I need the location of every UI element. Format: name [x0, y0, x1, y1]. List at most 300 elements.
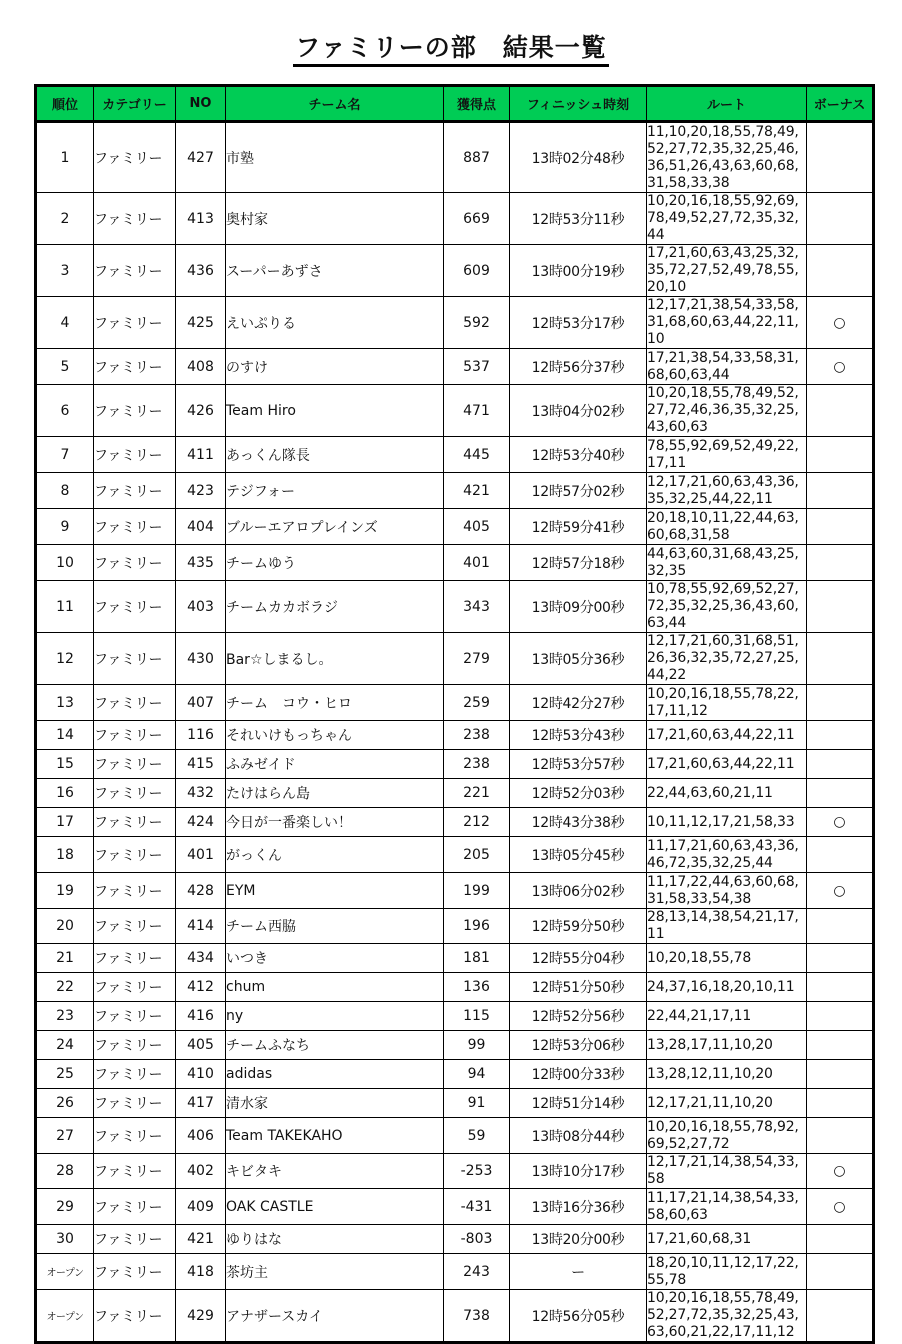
finish-time-cell: 12時51分50秒 [510, 973, 647, 1002]
route-cell: 20,18,10,11,22,44,63,60,68,31,58 [647, 509, 807, 545]
rank-cell: 29 [36, 1189, 94, 1225]
category-cell: ファミリー [94, 1089, 176, 1118]
category-cell: ファミリー [94, 122, 176, 193]
category-cell: ファミリー [94, 245, 176, 297]
route-cell: 17,21,60,63,44,22,11 [647, 721, 807, 750]
bonus-cell: ○ [807, 297, 874, 349]
finish-time-cell: 13時08分44秒 [510, 1118, 647, 1154]
category-cell: ファミリー [94, 633, 176, 685]
category-cell: ファミリー [94, 545, 176, 581]
score-cell: 94 [444, 1060, 510, 1089]
category-cell: ファミリー [94, 1254, 176, 1290]
route-cell: 28,13,14,38,54,21,17,11 [647, 909, 807, 944]
route-cell: 17,21,60,63,44,22,11 [647, 750, 807, 779]
score-cell: 243 [444, 1254, 510, 1290]
category-cell: ファミリー [94, 297, 176, 349]
table-row [36, 545, 874, 581]
rank-cell: 27 [36, 1118, 94, 1154]
team-name-cell: のすけ [226, 349, 444, 385]
number-cell: 410 [176, 1060, 226, 1089]
rank-cell: 23 [36, 1002, 94, 1031]
finish-time-cell: 12時51分14秒 [510, 1089, 647, 1118]
route-cell: 11,17,21,14,38,54,33,58,60,63 [647, 1189, 807, 1225]
team-name-cell: チーム西脇 [226, 909, 444, 944]
route-cell: 11,17,22,44,63,60,68,31,58,33,54,38 [647, 873, 807, 909]
score-cell: 238 [444, 721, 510, 750]
route-cell: 12,17,21,14,38,54,33,58 [647, 1154, 807, 1189]
bonus-cell [807, 245, 874, 297]
team-name-cell: 清水家 [226, 1089, 444, 1118]
rank-cell: 14 [36, 721, 94, 750]
table-row [36, 349, 874, 385]
rank-cell: 9 [36, 509, 94, 545]
route-cell: 10,20,16,18,55,78,49,52,27,72,35,32,25,43,63,60,21,22,17,11,12 [647, 1290, 807, 1343]
finish-time-cell: 12時59分50秒 [510, 909, 647, 944]
table-body [36, 122, 874, 1343]
page-title [0, 28, 902, 68]
bonus-cell [807, 1225, 874, 1254]
finish-time-cell: 12時00分33秒 [510, 1060, 647, 1089]
bonus-cell: ○ [807, 349, 874, 385]
finish-time-cell: 12時53分43秒 [510, 721, 647, 750]
table-row [36, 245, 874, 297]
bonus-cell [807, 581, 874, 633]
number-cell: 432 [176, 779, 226, 808]
route-cell: 12,17,21,60,63,43,36,35,32,25,44,22,11 [647, 473, 807, 509]
team-name-cell: adidas [226, 1060, 444, 1089]
rank-cell: 28 [36, 1154, 94, 1189]
route-cell: 18,20,10,11,12,17,22,55,78 [647, 1254, 807, 1290]
bonus-cell [807, 473, 874, 509]
route-cell: 12,17,21,38,54,33,58,31,68,60,63,44,22,11,10 [647, 297, 807, 349]
table-row [36, 1290, 874, 1343]
bonus-cell [807, 1118, 874, 1154]
category-cell: ファミリー [94, 779, 176, 808]
score-cell: 221 [444, 779, 510, 808]
header-team: チーム名 [226, 86, 444, 122]
category-cell: ファミリー [94, 193, 176, 245]
number-cell: 406 [176, 1118, 226, 1154]
score-cell: 405 [444, 509, 510, 545]
score-cell: 136 [444, 973, 510, 1002]
route-cell: 17,21,60,63,43,25,32,35,72,27,52,49,78,55,20,10 [647, 245, 807, 297]
rank-cell: 2 [36, 193, 94, 245]
rank-cell: 22 [36, 973, 94, 1002]
number-cell: 403 [176, 581, 226, 633]
bonus-cell: ○ [807, 1189, 874, 1225]
table-row [36, 509, 874, 545]
header-score: 獲得点 [444, 86, 510, 122]
table-row [36, 1154, 874, 1189]
finish-time-cell: 12時57分18秒 [510, 545, 647, 581]
rank-cell: 18 [36, 837, 94, 873]
team-name-cell: それいけもっちゃん [226, 721, 444, 750]
score-cell: 205 [444, 837, 510, 873]
score-cell: -253 [444, 1154, 510, 1189]
rank-cell: 26 [36, 1089, 94, 1118]
score-cell: 421 [444, 473, 510, 509]
score-cell: 181 [444, 944, 510, 973]
rank-cell: オープン [36, 1254, 94, 1290]
number-cell: 405 [176, 1031, 226, 1060]
category-cell: ファミリー [94, 873, 176, 909]
number-cell: 408 [176, 349, 226, 385]
number-cell: 418 [176, 1254, 226, 1290]
finish-time-cell: 12時55分04秒 [510, 944, 647, 973]
route-cell: 11,17,21,60,63,43,36,46,72,35,32,25,44 [647, 837, 807, 873]
number-cell: 116 [176, 721, 226, 750]
score-cell: 537 [444, 349, 510, 385]
category-cell: ファミリー [94, 473, 176, 509]
route-cell: 10,20,18,55,78 [647, 944, 807, 973]
rank-cell: 4 [36, 297, 94, 349]
number-cell: 407 [176, 685, 226, 721]
table-row [36, 721, 874, 750]
table-row [36, 1189, 874, 1225]
bonus-cell [807, 193, 874, 245]
table-row [36, 1254, 874, 1290]
bonus-cell [807, 385, 874, 437]
category-cell: ファミリー [94, 1154, 176, 1189]
finish-time-cell: 12時53分06秒 [510, 1031, 647, 1060]
team-name-cell: ふみゼイド [226, 750, 444, 779]
score-cell: 238 [444, 750, 510, 779]
number-cell: 411 [176, 437, 226, 473]
rank-cell: 16 [36, 779, 94, 808]
bonus-cell [807, 122, 874, 193]
score-cell: 212 [444, 808, 510, 837]
route-cell: 10,20,16,18,55,78,22,17,11,12 [647, 685, 807, 721]
number-cell: 414 [176, 909, 226, 944]
finish-time-cell: 13時02分48秒 [510, 122, 647, 193]
team-name-cell: OAK CASTLE [226, 1189, 444, 1225]
team-name-cell: Team Hiro [226, 385, 444, 437]
rank-cell: 3 [36, 245, 94, 297]
table-row [36, 1118, 874, 1154]
rank-cell: 19 [36, 873, 94, 909]
finish-time-cell: 12時52分03秒 [510, 779, 647, 808]
bonus-cell [807, 509, 874, 545]
score-cell: 738 [444, 1290, 510, 1343]
bonus-cell [807, 779, 874, 808]
team-name-cell: スーパーあずさ [226, 245, 444, 297]
route-cell: 11,10,20,18,55,78,49,52,27,72,35,32,25,46,36,51,26,43,63,60,68,31,58,33,38 [647, 122, 807, 193]
number-cell: 404 [176, 509, 226, 545]
team-name-cell: 今日が一番楽しい！ [226, 808, 444, 837]
score-cell: 196 [444, 909, 510, 944]
route-cell: 44,63,60,31,68,43,25,32,35 [647, 545, 807, 581]
table-row [36, 779, 874, 808]
rank-cell: 25 [36, 1060, 94, 1089]
finish-time-cell: 13時04分02秒 [510, 385, 647, 437]
route-cell: 24,37,16,18,20,10,11 [647, 973, 807, 1002]
route-cell: 17,21,60,68,31 [647, 1225, 807, 1254]
category-cell: ファミリー [94, 1060, 176, 1089]
number-cell: 412 [176, 973, 226, 1002]
number-cell: 436 [176, 245, 226, 297]
finish-time-cell: 12時53分40秒 [510, 437, 647, 473]
team-name-cell: ゆりはな [226, 1225, 444, 1254]
number-cell: 423 [176, 473, 226, 509]
bonus-cell [807, 1254, 874, 1290]
route-cell: 13,28,17,11,10,20 [647, 1031, 807, 1060]
finish-time-cell: 12時43分38秒 [510, 808, 647, 837]
rank-cell: 6 [36, 385, 94, 437]
route-cell: 13,28,12,11,10,20 [647, 1060, 807, 1089]
team-name-cell: 茶坊主 [226, 1254, 444, 1290]
number-cell: 409 [176, 1189, 226, 1225]
score-cell: 343 [444, 581, 510, 633]
score-cell: -803 [444, 1225, 510, 1254]
header-category: カテゴリー [94, 86, 176, 122]
rank-cell: 21 [36, 944, 94, 973]
table-row [36, 873, 874, 909]
number-cell: 435 [176, 545, 226, 581]
route-cell: 10,78,55,92,69,52,27,72,35,32,25,36,43,60,63,44 [647, 581, 807, 633]
team-name-cell: あっくん隊長 [226, 437, 444, 473]
table-row [36, 837, 874, 873]
score-cell: 99 [444, 1031, 510, 1060]
finish-time-cell: 12時56分37秒 [510, 349, 647, 385]
rank-cell: 24 [36, 1031, 94, 1060]
bonus-cell [807, 721, 874, 750]
category-cell: ファミリー [94, 1002, 176, 1031]
score-cell: 609 [444, 245, 510, 297]
finish-time-cell: 12時42分27秒 [510, 685, 647, 721]
rank-cell: 12 [36, 633, 94, 685]
score-cell: 669 [444, 193, 510, 245]
rank-cell: 17 [36, 808, 94, 837]
number-cell: 415 [176, 750, 226, 779]
team-name-cell: チーム コウ・ヒロ [226, 685, 444, 721]
category-cell: ファミリー [94, 973, 176, 1002]
results-table [34, 84, 875, 1344]
table-row [36, 685, 874, 721]
number-cell: 413 [176, 193, 226, 245]
route-cell: 10,20,16,18,55,92,69,78,49,52,27,72,35,32,44 [647, 193, 807, 245]
team-name-cell: 奥村家 [226, 193, 444, 245]
category-cell: ファミリー [94, 1031, 176, 1060]
team-name-cell: がっくん [226, 837, 444, 873]
team-name-cell: Team TAKEKAHO [226, 1118, 444, 1154]
score-cell: 279 [444, 633, 510, 685]
score-cell: 592 [444, 297, 510, 349]
finish-time-cell: 12時56分05秒 [510, 1290, 647, 1343]
category-cell: ファミリー [94, 808, 176, 837]
route-cell: 22,44,63,60,21,11 [647, 779, 807, 808]
rank-cell: 5 [36, 349, 94, 385]
team-name-cell: えいぷりる [226, 297, 444, 349]
number-cell: 421 [176, 1225, 226, 1254]
table-row [36, 1089, 874, 1118]
rank-cell: 10 [36, 545, 94, 581]
rank-cell: 7 [36, 437, 94, 473]
bonus-cell [807, 909, 874, 944]
rank-cell: 8 [36, 473, 94, 509]
team-name-cell: chum [226, 973, 444, 1002]
score-cell: 471 [444, 385, 510, 437]
team-name-cell: チームカカボラジ [226, 581, 444, 633]
team-name-cell: 市塾 [226, 122, 444, 193]
bonus-cell: ○ [807, 1154, 874, 1189]
number-cell: 425 [176, 297, 226, 349]
score-cell: -431 [444, 1189, 510, 1225]
finish-time-cell: 12時53分17秒 [510, 297, 647, 349]
team-name-cell: Bar☆しまるし。 [226, 633, 444, 685]
bonus-cell [807, 1031, 874, 1060]
team-name-cell: テジフォー [226, 473, 444, 509]
header-row [36, 86, 874, 122]
table-row [36, 193, 874, 245]
header-rank: 順位 [36, 86, 94, 122]
category-cell: ファミリー [94, 1118, 176, 1154]
rank-cell: 20 [36, 909, 94, 944]
team-name-cell: EYM [226, 873, 444, 909]
table-row [36, 1031, 874, 1060]
score-cell: 59 [444, 1118, 510, 1154]
bonus-cell [807, 437, 874, 473]
bonus-cell [807, 944, 874, 973]
route-cell: 17,21,38,54,33,58,31,68,60,63,44 [647, 349, 807, 385]
rank-cell: 30 [36, 1225, 94, 1254]
route-cell: 10,20,18,55,78,49,52,27,72,46,36,35,32,25,43,60,63 [647, 385, 807, 437]
category-cell: ファミリー [94, 1189, 176, 1225]
header-bonus: ボーナス [807, 86, 874, 122]
finish-time-cell: 12時59分41秒 [510, 509, 647, 545]
table-row [36, 973, 874, 1002]
header-route: ルート [647, 86, 807, 122]
bonus-cell [807, 1089, 874, 1118]
number-cell: 416 [176, 1002, 226, 1031]
team-name-cell: たけはらん島 [226, 779, 444, 808]
team-name-cell: ブルーエアロプレインズ [226, 509, 444, 545]
finish-time-cell: 13時20分00秒 [510, 1225, 647, 1254]
bonus-cell: ○ [807, 808, 874, 837]
route-cell: 10,11,12,17,21,58,33 [647, 808, 807, 837]
finish-time-cell: 13時06分02秒 [510, 873, 647, 909]
table-header [36, 86, 874, 122]
bonus-cell [807, 545, 874, 581]
table-row [36, 581, 874, 633]
bonus-cell [807, 1290, 874, 1343]
table-row [36, 437, 874, 473]
finish-time-cell: 13時00分19秒 [510, 245, 647, 297]
number-cell: 417 [176, 1089, 226, 1118]
page-title-text: ファミリーの部 結果一覧 [293, 33, 609, 67]
score-cell: 199 [444, 873, 510, 909]
rank-cell: 13 [36, 685, 94, 721]
rank-cell: 1 [36, 122, 94, 193]
number-cell: 429 [176, 1290, 226, 1343]
table-row [36, 1225, 874, 1254]
number-cell: 424 [176, 808, 226, 837]
team-name-cell: アナザースカイ [226, 1290, 444, 1343]
number-cell: 426 [176, 385, 226, 437]
team-name-cell: チームゆう [226, 545, 444, 581]
bonus-cell [807, 750, 874, 779]
bonus-cell [807, 633, 874, 685]
table-row [36, 385, 874, 437]
finish-time-cell: 13時05分36秒 [510, 633, 647, 685]
category-cell: ファミリー [94, 1225, 176, 1254]
number-cell: 401 [176, 837, 226, 873]
category-cell: ファミリー [94, 721, 176, 750]
bonus-cell [807, 973, 874, 1002]
team-name-cell: チームふなち [226, 1031, 444, 1060]
header-no: NO [176, 86, 226, 122]
team-name-cell: ny [226, 1002, 444, 1031]
table-row [36, 1060, 874, 1089]
category-cell: ファミリー [94, 837, 176, 873]
category-cell: ファミリー [94, 1290, 176, 1343]
number-cell: 402 [176, 1154, 226, 1189]
finish-time-cell: 12時57分02秒 [510, 473, 647, 509]
score-cell: 887 [444, 122, 510, 193]
route-cell: 22,44,21,17,11 [647, 1002, 807, 1031]
finish-time-cell: 13時05分45秒 [510, 837, 647, 873]
rank-cell: オープン [36, 1290, 94, 1343]
number-cell: 428 [176, 873, 226, 909]
category-cell: ファミリー [94, 750, 176, 779]
rank-cell: 11 [36, 581, 94, 633]
finish-time-cell: 12時52分56秒 [510, 1002, 647, 1031]
category-cell: ファミリー [94, 909, 176, 944]
table-row [36, 473, 874, 509]
category-cell: ファミリー [94, 509, 176, 545]
bonus-cell [807, 685, 874, 721]
finish-time-cell: 13時09分00秒 [510, 581, 647, 633]
bonus-cell [807, 1002, 874, 1031]
category-cell: ファミリー [94, 944, 176, 973]
route-cell: 10,20,16,18,55,78,92,69,52,27,72 [647, 1118, 807, 1154]
team-name-cell: キビタキ [226, 1154, 444, 1189]
bonus-cell: ○ [807, 873, 874, 909]
category-cell: ファミリー [94, 437, 176, 473]
category-cell: ファミリー [94, 581, 176, 633]
route-cell: 12,17,21,11,10,20 [647, 1089, 807, 1118]
table-row [36, 633, 874, 685]
table-row [36, 1002, 874, 1031]
route-cell: 12,17,21,60,31,68,51,26,36,32,35,72,27,25,44,22 [647, 633, 807, 685]
finish-time-cell: ー [510, 1254, 647, 1290]
bonus-cell [807, 837, 874, 873]
finish-time-cell: 13時16分36秒 [510, 1189, 647, 1225]
category-cell: ファミリー [94, 385, 176, 437]
rank-cell: 15 [36, 750, 94, 779]
category-cell: ファミリー [94, 685, 176, 721]
table-row [36, 808, 874, 837]
table-row [36, 944, 874, 973]
finish-time-cell: 13時10分17秒 [510, 1154, 647, 1189]
score-cell: 115 [444, 1002, 510, 1031]
table-row [36, 297, 874, 349]
number-cell: 430 [176, 633, 226, 685]
category-cell: ファミリー [94, 349, 176, 385]
header-finish: フィニッシュ時刻 [510, 86, 647, 122]
table-row [36, 909, 874, 944]
number-cell: 434 [176, 944, 226, 973]
score-cell: 259 [444, 685, 510, 721]
table-row [36, 750, 874, 779]
finish-time-cell: 12時53分11秒 [510, 193, 647, 245]
route-cell: 78,55,92,69,52,49,22,17,11 [647, 437, 807, 473]
bonus-cell [807, 1060, 874, 1089]
score-cell: 445 [444, 437, 510, 473]
score-cell: 91 [444, 1089, 510, 1118]
table-row [36, 122, 874, 193]
score-cell: 401 [444, 545, 510, 581]
finish-time-cell: 12時53分57秒 [510, 750, 647, 779]
